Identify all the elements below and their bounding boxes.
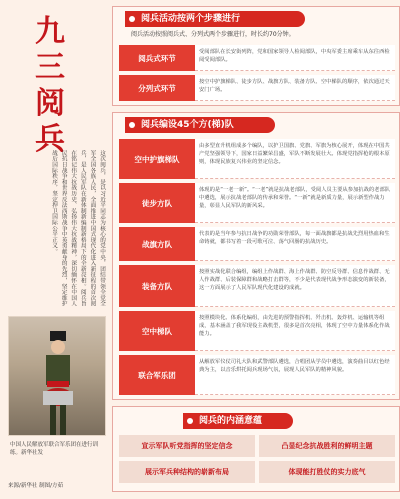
formation-desc: 从解放军仪仗司礼大队和武警部队遴选，合唱团从学员中遴选，演奏曲目以红色经典为主，以音乐烘托阅兵现场气氛，展现人民军队的精神风貌。 [195, 355, 395, 395]
step-tag: 分列式环节 [119, 75, 195, 101]
meaning-item: 体现能打胜仗的实力底气 [259, 461, 395, 483]
formation-desc: 体现的是“一老一新”。“一老”就是抗战老部队，受阅人员主要从参加抗战的老部队中遴选，展示抗战老部队的传承和荣誉。“一新”就是新质力量，展示新型作战力量，彰显人民军队的新风采。 [195, 183, 395, 223]
section-formations [112, 112, 400, 400]
meaning-item: 凸显纪念抗战胜利的鲜明主题 [259, 435, 395, 457]
formation-row [119, 311, 395, 351]
formation-row [119, 355, 395, 395]
formation-row [119, 183, 395, 223]
parade-photo [8, 316, 106, 436]
formation-tag: 联合军乐团 [119, 355, 195, 395]
formation-tag: 空中梯队 [119, 311, 195, 351]
formation-desc: 按照实战化联合编组，编组上作战群、海上作战群、防空反导群、信息作战群、无人作战群、后装保障群和战略打击群等，不少是代表现代战争形态演变的新装备，这一方面展示了人民军队现代化建设的成就。 [195, 265, 395, 307]
formation-tag: 徒步方队 [119, 183, 195, 223]
section-formations-header: 阅兵编设45个方(梯)队 [125, 117, 275, 133]
left-column [0, 0, 110, 499]
meaning-item: 宣示军队听党指挥的坚定信念 [119, 435, 255, 457]
formation-desc: 代表的是当年参与抗日战争的功勋荣誉部队，每一面战旗都是抗战先烈用热血和生命铸就，都书写着一段可歌可泣、荡气回肠的抗战历史。 [195, 227, 395, 261]
step-desc: 按空中护旗梯队、徒步方队、战旗方队、装备方队、空中梯队的顺序，依次通过天安门广场。 [195, 75, 395, 101]
source-credit: 来源/新华社 制图/方茹 [8, 483, 63, 489]
step-row [119, 45, 395, 71]
formation-row [119, 139, 395, 179]
meaning-item: 展示军兵种结构的崭新布局 [119, 461, 255, 483]
formation-desc: 由多型直升机组成多个编队，以护卫国旗、党旗、军旗为核心展开，体现在中国共产党坚强领导下，国家日益繁荣昌盛，军队不断发展壮大。体现党指挥枪的根本原则，体现民族复兴伟业的坚定信念。 [195, 139, 395, 179]
formation-tag: 空中护旗梯队 [119, 139, 195, 179]
formation-row [119, 265, 395, 307]
section-steps [112, 6, 400, 106]
formation-row [119, 227, 395, 261]
soldier-figure-icon [37, 331, 79, 435]
section-meaning-header: 阅兵的内涵意蕴 [183, 413, 293, 429]
formation-tag: 战旗方队 [119, 227, 195, 261]
meaning-grid [119, 435, 395, 483]
page-title: 九三阅兵 [35, 14, 65, 157]
section-steps-subtitle: 阅兵活动按照阅兵式、分列式两个步骤进行，时长约70分钟。 [131, 31, 295, 38]
right-column [112, 0, 400, 499]
step-row [119, 75, 395, 101]
formation-desc: 按照模块化、体系化编组，由先进的预警指挥机、歼击机、轰炸机、运输机等组成，基本涵盖了我军现役主战机型，很多是首次亮相，体现了空中力量体系化作战能力。 [195, 311, 395, 351]
formation-tag: 装备方队 [119, 265, 195, 307]
step-desc: 受阅部队在长安街列阵，党和国家领导人检阅部队，中央军委主席乘车从东往西检阅受阅部队。 [195, 45, 395, 71]
intro-text: 这次阅兵，是以习近平同志为核心的党中央，团结带领全党全军全国各族人民，全面推进中国式现代化进入新征程的首次阅兵，是人民军队在新体制新编制新格局下的全新亮相。阅兵旨在铭记伟大抗战历史、弘扬伟大抗战精神，深切缅怀在中国人民抗日战争和世界反法西斯战争中英勇献身的先烈，坚定维护战后国际秩序，坚定捍卫国际公平正义。 [51, 150, 105, 307]
section-steps-header: 阅兵活动按两个步骤进行 [125, 11, 305, 27]
photo-caption: 中国人民解放军联合军乐团在进行训练。新华社发 [10, 442, 99, 456]
step-tag: 阅兵式环节 [119, 45, 195, 71]
section-meaning [112, 406, 400, 492]
